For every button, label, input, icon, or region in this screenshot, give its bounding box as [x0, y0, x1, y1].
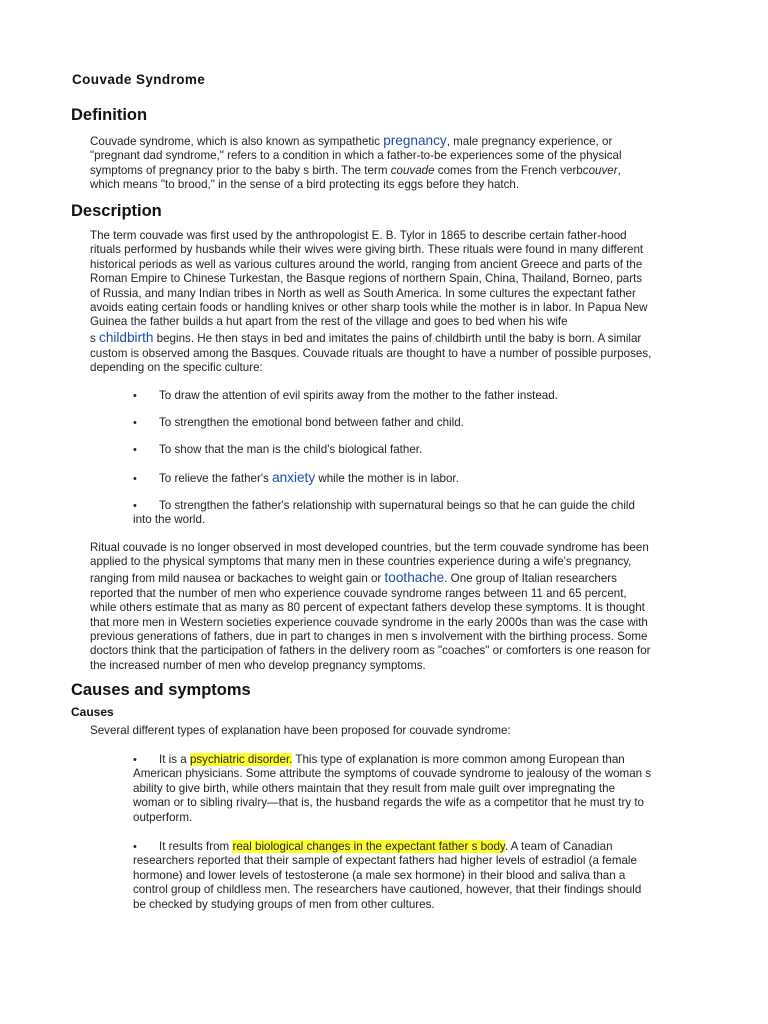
text-line: reported that the number of men who experience couvade syndrome ranges between 11 and 65 percent,: [90, 586, 627, 600]
text-line: avoids eating certain foods or handling knives or other sharp tools while the mother is in labor. In Papua New: [90, 301, 648, 315]
list-item: [133, 443, 713, 457]
text: It results from: [159, 840, 233, 853]
subheading-causes: Causes: [71, 705, 114, 719]
description-paragraph-1: [90, 229, 700, 376]
text-line: be checked by studying groups of men from other cultures.: [133, 897, 435, 911]
link-toothache[interactable]: toothache: [384, 569, 445, 585]
text-line: ability to give birth, while others maintain that they result from male guilt over impregnating the: [133, 781, 616, 795]
text: , male pregnancy experience, or: [446, 135, 613, 148]
text-line: American physicians. Some attribute the symptoms of couvade syndrome to jealousy of the woman s: [133, 767, 652, 781]
italic-term: couvade: [390, 163, 435, 177]
description-paragraph-2: [90, 541, 700, 673]
text-line: which means "to brood," in the sense of a bird protecting its eggs before they hatch.: [90, 178, 520, 192]
text-line: "pregnant dad syndrome," refers to a condition in which a father-to-be experiences some of the physical: [90, 149, 622, 163]
link-anxiety[interactable]: anxiety: [272, 470, 316, 485]
highlighted-text: real biological changes in the expectant father s body: [232, 840, 505, 853]
bullet-icon: •: [133, 500, 137, 512]
text-line: custom is observed among the Basques. Couvade rituals are thought to have a number of possible purposes,: [90, 346, 652, 360]
link-pregnancy[interactable]: pregnancy: [383, 133, 447, 148]
text-line: while others estimate that as many as 80 percent of expectant fathers develop these symptoms. It is thought: [90, 601, 645, 615]
text: To strengthen the father's relationship with supernatural beings so that he can guide the child: [159, 499, 635, 512]
list-item: [133, 389, 713, 403]
text: comes from the French verb: [434, 163, 583, 177]
text-line: rituals performed by husbands while their wives were giving birth. These rituals were found in many different: [90, 243, 644, 257]
text: Couvade syndrome, which is also known as sympathetic: [90, 135, 384, 148]
text: begins. He then stays in bed and imitates the pains of childbirth until the baby is born. A similar: [153, 331, 642, 345]
bullet-icon: •: [133, 754, 137, 766]
text: ,: [617, 163, 621, 177]
text: . A team of Canadian: [504, 840, 613, 853]
bullet-icon: •: [133, 417, 137, 429]
definition-paragraph: [90, 134, 700, 193]
text-line: hormone) and lower levels of testosterone (a male sex hormone) in their blood and saliva than a: [133, 868, 626, 882]
causes-intro: Several different types of explanation have been proposed for couvade syndrome:: [90, 724, 511, 737]
text: To show that the man is the child's biological father.: [159, 443, 423, 456]
text-line: into the world.: [133, 513, 206, 527]
heading-causes-and-symptoms: Causes and symptoms: [71, 681, 251, 699]
text-line: Roman Empire to Chinese Turkestan, the Basque regions of northern Spain, China, Thailand, Borneo, parts: [90, 272, 643, 286]
text: To relieve the father's: [159, 472, 273, 485]
text-line: researchers reported that their sample of expectant fathers had higher levels of estradiol (a female: [133, 854, 637, 868]
heading-description: Description: [71, 202, 162, 220]
text: To strengthen the emotional bond between father and child.: [159, 416, 464, 429]
link-childbirth[interactable]: childbirth: [99, 329, 154, 345]
text-line: the increased number of men who develop pregnancy symptoms.: [90, 658, 426, 672]
text-line: The term couvade was first used by the anthropologist E. B. Tylor in 1865 to describe certain father-hood: [90, 229, 627, 242]
text: s: [90, 331, 100, 345]
text: This type of explanation is more common among European than: [292, 753, 625, 766]
document-title: Couvade Syndrome: [72, 72, 206, 87]
text-line: previous generations of fathers, due in part to changes in men s involvement with the birthing process. Some: [90, 630, 648, 644]
list-item: [133, 840, 713, 912]
bullet-icon: •: [133, 444, 137, 456]
text: To draw the attention of evil spirits away from the mother to the father instead.: [159, 389, 558, 402]
text: while the mother is in labor.: [315, 472, 459, 485]
italic-term: couver: [582, 163, 618, 177]
text-line: outperform.: [133, 810, 193, 824]
highlighted-text: psychiatric disorder.: [189, 753, 293, 766]
text: symptoms of pregnancy prior to the baby s birth. The term: [90, 163, 391, 177]
text-line: depending on the specific culture:: [90, 361, 263, 375]
heading-definition: Definition: [71, 106, 148, 124]
text-line: applied to the physical symptoms that many men in these countries experience during a wife's pregnancy,: [90, 555, 632, 569]
text-line: doctors think that the participation of fathers in the delivery room as "coaches" or comforters is one reason for: [90, 644, 651, 658]
list-item: [133, 499, 713, 528]
list-item: [133, 416, 713, 430]
text-line: Guinea the father builds a hut apart from the rest of the village and goes to bed when his wife: [90, 315, 568, 329]
text-line: woman or to sibling rivalry—that is, the husband regards the wife as a competitor that he must try to: [133, 796, 645, 810]
text-line: historical periods as well as various cultures around the world, ranging from ancient Greece and parts of the: [90, 257, 643, 271]
list-item: [133, 471, 713, 486]
text-line: of Russia, and many Indian tribes in North as well as South America. In some cultures the expectant father: [90, 286, 636, 300]
text-line: control group of childless men. The researchers have cautioned, however, that their findings should: [133, 883, 642, 897]
text-line: that more men in Western societies experience couvade syndrome in the early 2000s than was the case with: [90, 615, 648, 629]
bullet-icon: •: [133, 841, 137, 853]
text: It is a: [159, 753, 190, 766]
list-item: [133, 753, 713, 825]
bullet-icon: •: [133, 473, 137, 485]
text: . One group of Italian researchers: [444, 571, 617, 585]
text-line: Ritual couvade is no longer observed in most developed countries, but the term couvade syndrome has been: [90, 541, 649, 554]
text: ranging from mild nausea or backaches to weight gain or: [90, 571, 385, 585]
bullet-icon: •: [133, 390, 137, 402]
